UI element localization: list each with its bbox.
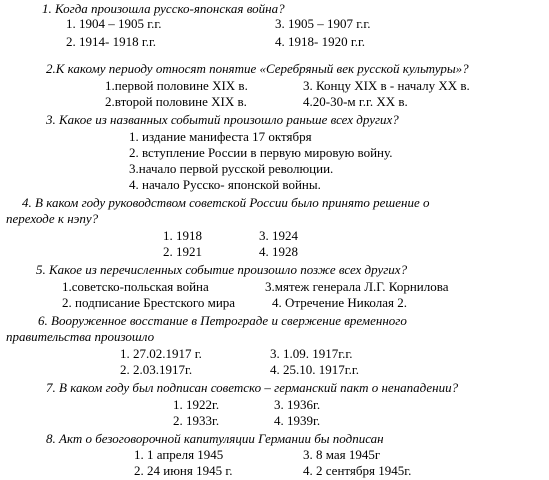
q8-option-3: 3. 8 мая 1945г: [303, 447, 381, 462]
q4-option-2: 2. 1921: [163, 244, 202, 259]
q5-option-2: 2. подписание Брестского мира: [62, 295, 236, 310]
question-6-line-1: 6. Вооруженное восстание в Петрограде и свержение временного: [38, 313, 407, 328]
question-2: 2.К какому периоду относят понятие «Серебряный век русской культуры»?: [46, 61, 469, 76]
q2-option-3: 3. Концу XIX в - началу XX в.: [303, 78, 470, 93]
q2-option-1: 1.первой половине XIX в.: [105, 78, 248, 93]
q6-option-1: 1. 27.02.1917 г.: [120, 346, 202, 361]
question-5: 5. Какое из перечисленных событие произошло позже всех других?: [36, 262, 408, 277]
question-4-line-1: 4. В каком году руководством советской России было принято решение о: [22, 195, 430, 210]
question-4-line-2: переходе к нэпу?: [6, 211, 99, 226]
q2-option-2: 2.второй половине XIX в.: [105, 94, 247, 109]
q6-option-2: 2. 2.03.1917г.: [120, 362, 193, 377]
q1-option-3: 3. 1905 – 1907 г.г.: [275, 16, 371, 31]
question-8: 8. Акт о безоговорочной капитуляции Германии бы подписан: [46, 431, 384, 446]
question-1: 1. Когда произошла русско-японская война?: [42, 1, 285, 16]
q7-option-1: 1. 1922г.: [173, 397, 220, 412]
q8-option-4: 4. 2 сентября 1945г.: [303, 463, 412, 478]
q4-option-4: 4. 1928: [259, 244, 298, 259]
q5-option-4: 4. Отречение Николая 2.: [272, 295, 407, 310]
q3-option-4: 4. начало Русско- японской войны.: [129, 177, 321, 192]
q3-option-1: 1. издание манифеста 17 октября: [129, 129, 312, 144]
q1-option-1: 1. 1904 – 1905 г.г.: [66, 16, 162, 31]
q7-option-4: 4. 1939г.: [274, 413, 321, 428]
q2-option-4: 4.20-30-м г.г. XX в.: [303, 94, 408, 109]
question-7: 7. В каком году был подписан советско – германский пакт о ненападении?: [46, 380, 459, 395]
q3-option-2: 2. вступление России в первую мировую войну.: [129, 145, 393, 160]
q5-option-1: 1.советско-польская война: [62, 279, 209, 294]
q8-option-1: 1. 1 апреля 1945: [134, 447, 224, 462]
q7-option-2: 2. 1933г.: [173, 413, 220, 428]
q1-option-2: 2. 1914- 1918 г.г.: [66, 34, 157, 49]
q7-option-3: 3. 1936г.: [274, 397, 321, 412]
question-6-line-2: правительства произошло: [6, 329, 155, 344]
q1-option-4: 4. 1918- 1920 г.г.: [275, 34, 366, 49]
q6-option-4: 4. 25.10. 1917г.г.: [270, 362, 359, 377]
q3-option-3: 3.начало первой русской революции.: [129, 161, 334, 176]
question-3: 3. Какое из названных событий произошло раньше всех других?: [46, 112, 399, 127]
q4-option-1: 1. 1918: [163, 228, 202, 243]
q4-option-3: 3. 1924: [259, 228, 298, 243]
q5-option-3: 3.мятеж генерала Л.Г. Корнилова: [265, 279, 449, 294]
q6-option-3: 3. 1.09. 1917г.г.: [270, 346, 353, 361]
q8-option-2: 2. 24 июня 1945 г.: [134, 463, 233, 478]
